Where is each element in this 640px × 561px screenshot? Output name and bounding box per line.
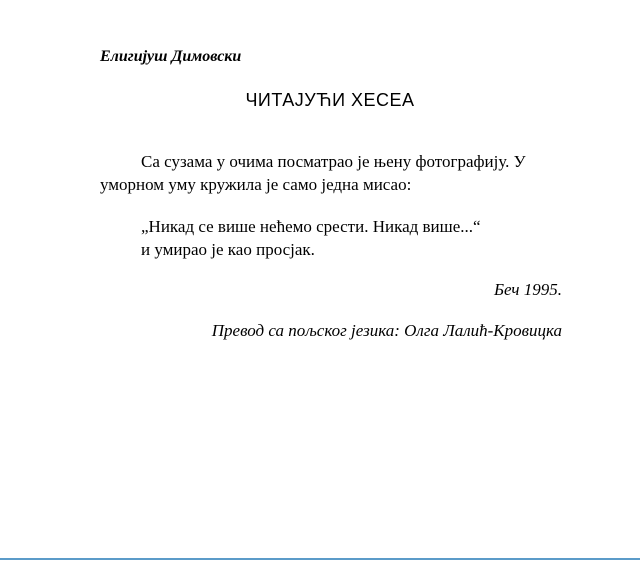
poem-title: ЧИТАЈУЋИ ХЕСЕА [245, 90, 415, 110]
paragraph-first [100, 150, 570, 196]
paragraph-line: „Никад се више нећемо срести. Никад више...“ [141, 217, 481, 236]
paragraph-line: и умирао је као просјак. [141, 240, 315, 259]
paragraph-line: Са сузама у очима посматрао је њену фотографију. У [141, 152, 526, 171]
author-name: Елигијуш Димовски [100, 48, 242, 65]
bottom-divider [0, 558, 640, 560]
translation-note: Превод са пољског језика: Олга Лалић-Кровицка [211, 321, 562, 340]
paragraph-quote [141, 215, 581, 261]
place-date: Беч 1995. [494, 280, 562, 299]
paragraph-line: уморном уму кружила је само једна мисао: [100, 175, 412, 194]
